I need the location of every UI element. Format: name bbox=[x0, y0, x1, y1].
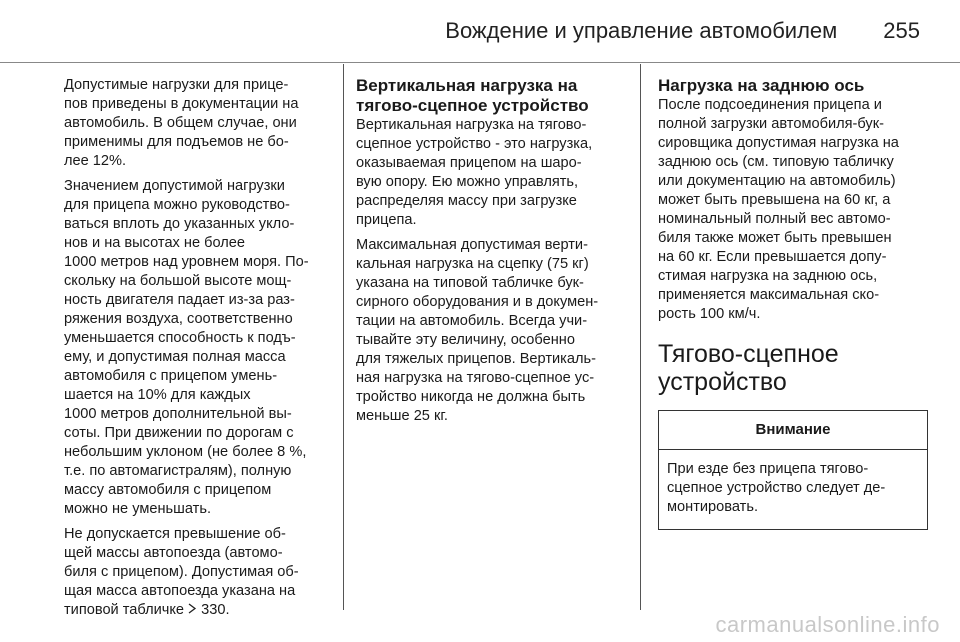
text-line: ему, и допустимая полная масса bbox=[64, 349, 286, 365]
warning-box bbox=[658, 410, 928, 530]
text-line: заднюю ось (см. типовую табличку bbox=[658, 154, 894, 170]
text-line: распределяя массу при загрузке bbox=[356, 193, 577, 209]
text-line: типовой табличке bbox=[64, 602, 185, 618]
text-line: нов и на высотах не более bbox=[64, 235, 246, 251]
column-3 bbox=[658, 76, 928, 530]
text-line-with-ref bbox=[64, 601, 332, 620]
text-line: на 60 кг. Если превышается допу- bbox=[658, 249, 887, 265]
text-line: При езде без прицепа тягово- bbox=[667, 461, 869, 477]
text-line: для тяжелых прицепов. Вертикаль- bbox=[356, 351, 596, 367]
text-line: автомобиль. В общем случае, они bbox=[64, 115, 297, 131]
text-line: Вертикальная нагрузка на тягово- bbox=[356, 117, 587, 133]
text-line: После подсоединения прицепа и bbox=[658, 97, 882, 113]
text-line: сцепное устройство следует де- bbox=[667, 480, 886, 496]
paragraph-altitude bbox=[64, 177, 332, 519]
header-rule bbox=[0, 62, 960, 63]
text-line: полной загрузки автомобиля-бук- bbox=[658, 116, 884, 132]
text-line: сировщика допустимая нагрузка на bbox=[658, 135, 899, 151]
column-divider-2 bbox=[640, 64, 641, 610]
text-line: Значением допустимой нагрузки bbox=[64, 178, 285, 194]
text-line: указана на типовой табличке бук- bbox=[356, 275, 584, 291]
text-line: может быть превышена на 60 кг, а bbox=[658, 192, 891, 208]
text-line: Максимальная допустимая верти- bbox=[356, 237, 588, 253]
page-header bbox=[0, 0, 960, 62]
paragraph-rear-axle bbox=[658, 96, 928, 324]
text-line: монтировать. bbox=[667, 499, 759, 515]
text-line: прицепа. bbox=[356, 212, 417, 228]
text-line: тройство никогда не должна быть bbox=[356, 389, 586, 405]
text-line: для прицепа можно руководство- bbox=[64, 197, 290, 213]
text-line: пов приведены в документации на bbox=[64, 96, 299, 112]
watermark: carmanualsonline.info bbox=[715, 612, 940, 637]
text-line: автомобиля с прицепом умень- bbox=[64, 368, 278, 384]
text-line: биля также может быть превышен bbox=[658, 230, 892, 246]
text-line: шается на 10% для каждых bbox=[64, 387, 251, 403]
warning-title: Внимание bbox=[659, 411, 927, 450]
text-line: биля с прицепом). Допустимая об- bbox=[64, 564, 299, 580]
text-line: рость 100 км/ч. bbox=[658, 306, 761, 322]
text-line: щей массы автопоезда (автомо- bbox=[64, 545, 283, 561]
text-line: тации на автомобиль. Всегда учи- bbox=[356, 313, 588, 329]
text-line: сирного оборудования и в докумен- bbox=[356, 294, 599, 310]
text-line: Допустимые нагрузки для прице- bbox=[64, 77, 289, 93]
text-line: вую опору. Ею можно управлять, bbox=[356, 174, 579, 190]
column-2 bbox=[356, 76, 628, 432]
text-line: сцепное устройство - это нагрузка, bbox=[356, 136, 593, 152]
text-line: уменьшается способность к подъ- bbox=[64, 330, 296, 346]
text-line: номинальный полный вес автомо- bbox=[658, 211, 891, 227]
page-ref-arrow-icon[interactable] bbox=[188, 601, 197, 620]
heading-line: Вертикальная нагрузка на bbox=[356, 76, 578, 95]
section-heading-vertical-load bbox=[356, 76, 628, 116]
text-line: можно не уменьшать. bbox=[64, 501, 211, 517]
text-line: тывайте эту величину, особенно bbox=[356, 332, 575, 348]
text-line: применяется максимальная ско- bbox=[658, 287, 880, 303]
text-line: небольшим уклоном (не более 8 %, bbox=[64, 444, 307, 460]
paragraph-vertical-load-max bbox=[356, 236, 628, 426]
paragraph-total-mass bbox=[64, 525, 332, 620]
text-line: Не допускается превышение об- bbox=[64, 526, 286, 542]
text-line: или документацию на автомобиль) bbox=[658, 173, 896, 189]
text-line: оказываемая прицепом на шаро- bbox=[356, 155, 582, 171]
text-line: кальная нагрузка на сцепку (75 кг) bbox=[356, 256, 589, 272]
text-line: скольку на большой высоте мощ- bbox=[64, 273, 292, 289]
section-title-towbar bbox=[658, 340, 928, 396]
text-line: 1000 метров дополнительной вы- bbox=[64, 406, 292, 422]
text-line: т.е. по автомагистралям), полную bbox=[64, 463, 292, 479]
text-line: стимая нагрузка на заднюю ось, bbox=[658, 268, 878, 284]
title-line: устройство bbox=[658, 368, 787, 396]
text-line: ваться вплоть до указанных укло- bbox=[64, 216, 295, 232]
paragraph-vertical-load-def bbox=[356, 116, 628, 230]
text-line: применимы для подъемов не бо- bbox=[64, 134, 289, 150]
warning-body bbox=[659, 450, 927, 529]
text-line: ряжения воздуха, соответственно bbox=[64, 311, 293, 327]
heading-line: тягово-сцепное устройство bbox=[356, 96, 589, 115]
page-number: 255 bbox=[883, 18, 920, 43]
text-line: щая масса автопоезда указана на bbox=[64, 583, 296, 599]
text-line: лее 12%. bbox=[64, 153, 127, 169]
paragraph-load-limits bbox=[64, 76, 332, 171]
page-ref-number[interactable]: 330. bbox=[201, 602, 230, 618]
text-line: соты. При движении по дорогам с bbox=[64, 425, 294, 441]
column-divider-1 bbox=[343, 64, 344, 610]
header-title: Вождение и управление автомобилем bbox=[445, 18, 838, 43]
text-line: ная нагрузка на тягово-сцепное ус- bbox=[356, 370, 595, 386]
text-line: меньше 25 кг. bbox=[356, 408, 448, 424]
title-line: Тягово-сцепное bbox=[658, 340, 839, 368]
text-line: 1000 метров над уровнем моря. По- bbox=[64, 254, 309, 270]
column-1 bbox=[64, 76, 332, 626]
section-heading-rear-axle: Нагрузка на заднюю ось bbox=[658, 76, 865, 95]
text-line: массу автомобиля с прицепом bbox=[64, 482, 272, 498]
text-line: ность двигателя падает из-за раз- bbox=[64, 292, 295, 308]
